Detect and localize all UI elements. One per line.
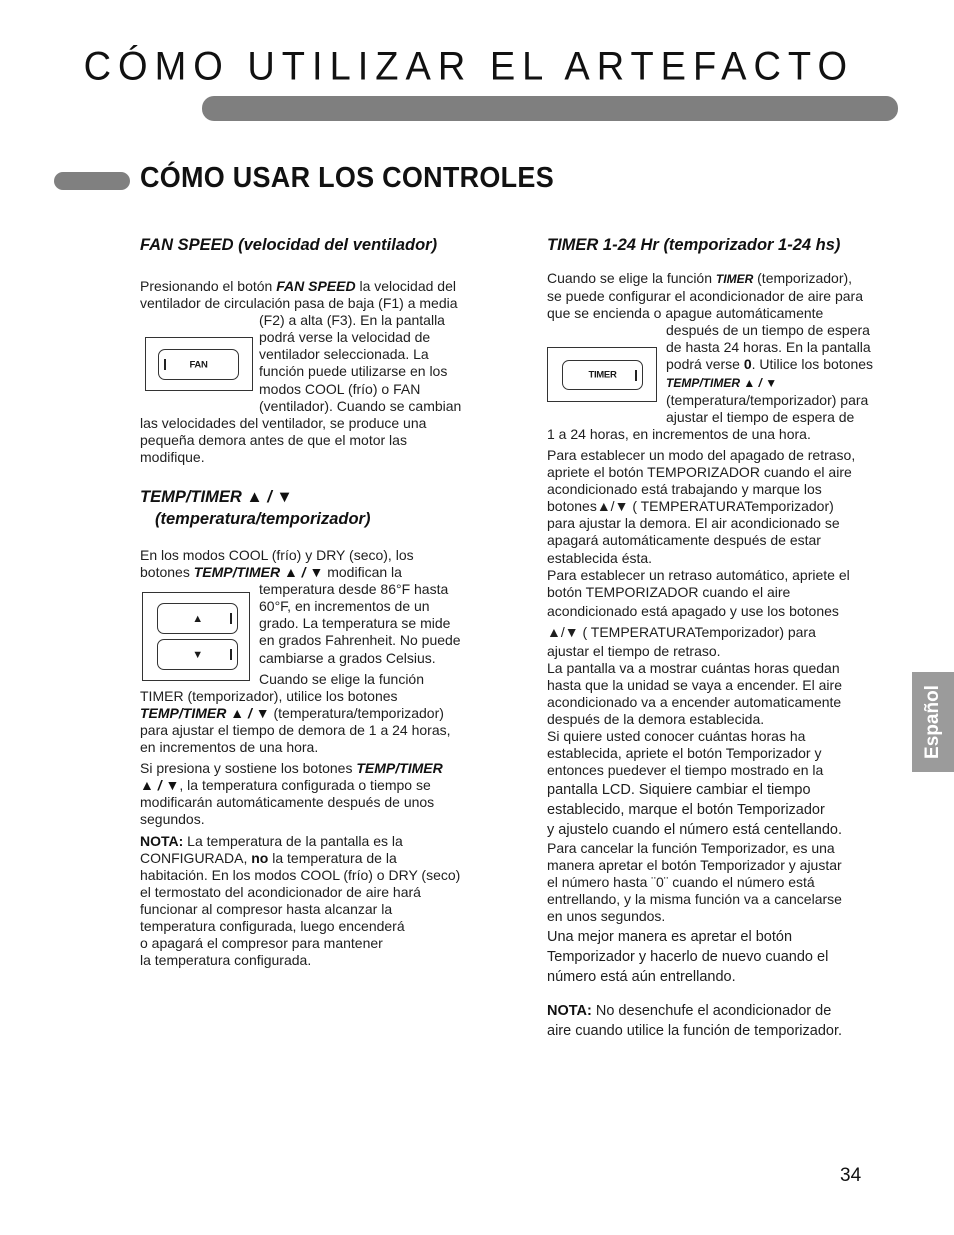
temp-timer-term: TEMP/TIMER bbox=[356, 760, 443, 777]
text-line: temperatura desde 86°F hasta bbox=[259, 581, 449, 598]
text-line: apriete el botón TEMPORIZADOR cuando el aire bbox=[547, 464, 852, 481]
fan-speed-term: FAN SPEED bbox=[276, 278, 356, 294]
timer-heading: TIMER 1-24 Hr (temporizador 1-24 hs) bbox=[547, 236, 841, 254]
page-number: 34 bbox=[840, 1165, 862, 1186]
page-header-title: CÓMO UTILIZAR EL ARTEFACTO bbox=[83, 44, 854, 90]
text-line: acondicionado está apagado y use los botones bbox=[547, 602, 839, 619]
text-line: ajustar el tiempo de retraso. bbox=[547, 642, 721, 659]
text-line: las velocidades del ventilador, se produce una bbox=[140, 414, 427, 431]
timer-panel-illustration bbox=[547, 347, 657, 402]
text-line: (ventilador). Cuando se cambian bbox=[259, 397, 462, 414]
text-line: ventilador seleccionada. La bbox=[259, 346, 429, 363]
text-line: grado. La temperatura se mide bbox=[259, 615, 451, 632]
fan-speed-heading: FAN SPEED (velocidad del ventilador) bbox=[140, 236, 438, 254]
text-line: Para establecer un modo del apagado de retraso, bbox=[547, 446, 856, 463]
timer-term: TIMER bbox=[715, 272, 754, 286]
text-line: función puede utilizarse en los bbox=[259, 363, 448, 380]
text-line: acondicionado va a encender automaticamente bbox=[547, 694, 842, 711]
temp-timer-subheading: (temperatura/temporizador) bbox=[155, 510, 371, 528]
text: podrá verse bbox=[666, 356, 744, 373]
fan-panel-illustration bbox=[145, 337, 253, 391]
text-line: botones▲/▼ ( TEMPERATURATemporizador) bbox=[547, 498, 834, 515]
text-line: establecida ésta. bbox=[547, 549, 653, 566]
text-line: acondicionado está trabajando y marque los bbox=[547, 481, 822, 498]
language-tab bbox=[912, 672, 954, 772]
zero-value: 0 bbox=[743, 356, 752, 373]
text-line: modifique. bbox=[140, 448, 205, 465]
temp-timer-term: TEMP/TIMER ▲ / ▼ bbox=[666, 375, 778, 390]
text-line: botón TEMPORIZADOR cuando el aire bbox=[547, 583, 791, 600]
language-tab-label: Español bbox=[922, 685, 943, 759]
timer-button-label: TIMER bbox=[588, 369, 617, 381]
temp-timer-term: TEMP/TIMER ▲ / ▼ bbox=[140, 704, 270, 721]
text-line: ajustar el tiempo de espera de bbox=[666, 408, 855, 425]
text-line: pequeña demora antes de que el motor las bbox=[140, 431, 407, 448]
header-bar bbox=[202, 96, 898, 121]
text: (temperatura/temporizador) bbox=[269, 704, 444, 721]
text-line: cambiarse a grados Celsius. bbox=[259, 649, 436, 666]
section-pill bbox=[54, 172, 130, 190]
text-line: entonces puedever el tiempo mostrado en la bbox=[547, 762, 824, 779]
text-line: Una mejor manera es apretar el botón bbox=[547, 929, 793, 945]
text-line: establecida, apriete el botón Temporizador y bbox=[547, 745, 822, 762]
text-line: Para cancelar la función Temporizador, es una bbox=[547, 839, 835, 856]
text-line: podrá verse la velocidad de bbox=[259, 329, 431, 346]
timer-button[interactable] bbox=[562, 360, 643, 390]
text-line: el termostato del acondicionador de aire hará bbox=[140, 883, 421, 900]
text-line: después de un tiempo de espera bbox=[666, 322, 870, 339]
fan-button-label: FAN bbox=[189, 359, 208, 370]
text: CONFIGURADA, bbox=[140, 849, 252, 866]
text-line: que se encienda o apague automáticamente bbox=[547, 305, 824, 322]
temp-timer-heading: TEMP/TIMER ▲ / ▼ bbox=[140, 488, 293, 506]
text: (temporizador), bbox=[753, 270, 853, 286]
text-line: temperatura configurada, luego encenderá bbox=[140, 917, 405, 934]
text-line: modos COOL (frío) o FAN bbox=[259, 380, 421, 397]
text-line: pantalla LCD. Siquiere cambiar el tiempo bbox=[547, 781, 811, 798]
temp-timer-term: TEMP/TIMER ▲ / ▼ bbox=[193, 564, 324, 581]
text-line: (temperatura/temporizador) para bbox=[666, 391, 869, 408]
text-line: manera apretar el botón Temporizador y ajustar bbox=[547, 856, 842, 873]
text: la temperatura de la bbox=[268, 849, 397, 866]
text-line: después de la demora establecida. bbox=[547, 711, 765, 728]
text-line: TIMER (temporizador), utilice los botones bbox=[140, 687, 398, 704]
text-line: la temperatura configurada. bbox=[140, 952, 312, 969]
text: Cuando se elige la función bbox=[547, 270, 716, 286]
text-line: aire cuando utilice la función de temporizador. bbox=[547, 1023, 843, 1039]
text-line: 60°F, en incrementos de un bbox=[259, 598, 430, 615]
text: . Utilice los botones bbox=[751, 356, 874, 373]
text-line: y ajustelo cuando el número está centellando. bbox=[547, 821, 843, 838]
fan-button[interactable] bbox=[158, 349, 239, 380]
down-button[interactable] bbox=[157, 639, 238, 670]
text: No desenchufe el acondicionador de bbox=[591, 1003, 832, 1019]
text-line: ventilador de circulación pasa de baja (F1) a media bbox=[140, 295, 458, 312]
text-line: habitación. En los modos COOL (frío) o DRY (seco) bbox=[140, 866, 461, 883]
note-label: NOTA: bbox=[140, 832, 184, 849]
text-line: se puede configurar el acondicionador de aire para bbox=[547, 288, 863, 305]
text: modifican la bbox=[323, 564, 402, 581]
up-button[interactable] bbox=[157, 603, 238, 634]
text-line: en unos segundos. bbox=[547, 907, 666, 924]
text-line: 1 a 24 horas, en incrementos de una hora. bbox=[547, 425, 811, 442]
section-title: CÓMO USAR LOS CONTROLES bbox=[140, 162, 554, 194]
text-line: apagará automáticamente después de estar bbox=[547, 532, 821, 549]
text-line: Para establecer un retraso automático, apriete el bbox=[547, 566, 850, 583]
text-line: segundos. bbox=[140, 811, 205, 828]
text: , la temperatura configurada o tiempo se bbox=[179, 777, 431, 794]
text-line: hasta que la unidad se vaya a encender. El aire bbox=[547, 676, 842, 693]
text-line: ▲/▼ ( TEMPERATURATemporizador) para bbox=[547, 623, 816, 640]
arrow-symbols: ▲ / ▼ bbox=[140, 777, 180, 794]
text-line: funcionar al compresor hasta alcanzar la bbox=[140, 900, 393, 917]
text-line: en grados Fahrenheit. No puede bbox=[259, 632, 461, 649]
text-line: de hasta 24 horas. En la pantalla bbox=[666, 339, 871, 356]
text-line: el número hasta ¨0¨ cuando el número está bbox=[547, 873, 815, 890]
emphasis-no: no bbox=[251, 849, 269, 866]
text-line: Temporizador y hacerlo de nuevo cuando el bbox=[547, 949, 829, 965]
text-line: Cuando se elige la función bbox=[259, 670, 425, 687]
temp-timer-panel-illustration bbox=[142, 592, 250, 681]
text-line: (F2) a alta (F3). En la pantalla bbox=[259, 312, 445, 329]
text: botones bbox=[140, 564, 194, 581]
text-line: modificarán automáticamente después de unos bbox=[140, 794, 435, 811]
text-line: número está aún entrellando. bbox=[547, 969, 736, 985]
text-line: para ajustar el tiempo de demora de 1 a 24 horas, bbox=[140, 721, 451, 738]
text: la velocidad del bbox=[355, 278, 456, 294]
text-line: entrellando, y la misma función va a cancelarse bbox=[547, 890, 842, 907]
text-line: La pantalla va a mostrar cuántas horas quedan bbox=[547, 659, 840, 676]
text-line: Si quiere usted conocer cuántas horas ha bbox=[547, 728, 806, 745]
text-line: En los modos COOL (frío) y DRY (seco), los bbox=[140, 547, 414, 563]
text: Si presiona y sostiene los botones bbox=[140, 760, 357, 777]
text-line: para ajustar la demora. El air acondicionado se bbox=[547, 515, 840, 532]
text: La temperatura de la pantalla es la bbox=[183, 832, 403, 849]
text: Presionando el botón bbox=[140, 278, 277, 294]
text-line: en incrementos de una hora. bbox=[140, 739, 319, 756]
down-arrow-icon: ▼ bbox=[192, 648, 203, 661]
text-line: establecido, marque el botón Temporizador bbox=[547, 801, 825, 818]
up-arrow-icon: ▲ bbox=[192, 612, 203, 625]
note-label: NOTA: bbox=[547, 1003, 592, 1019]
text-line: o apagará el compresor para mantener bbox=[140, 935, 383, 952]
